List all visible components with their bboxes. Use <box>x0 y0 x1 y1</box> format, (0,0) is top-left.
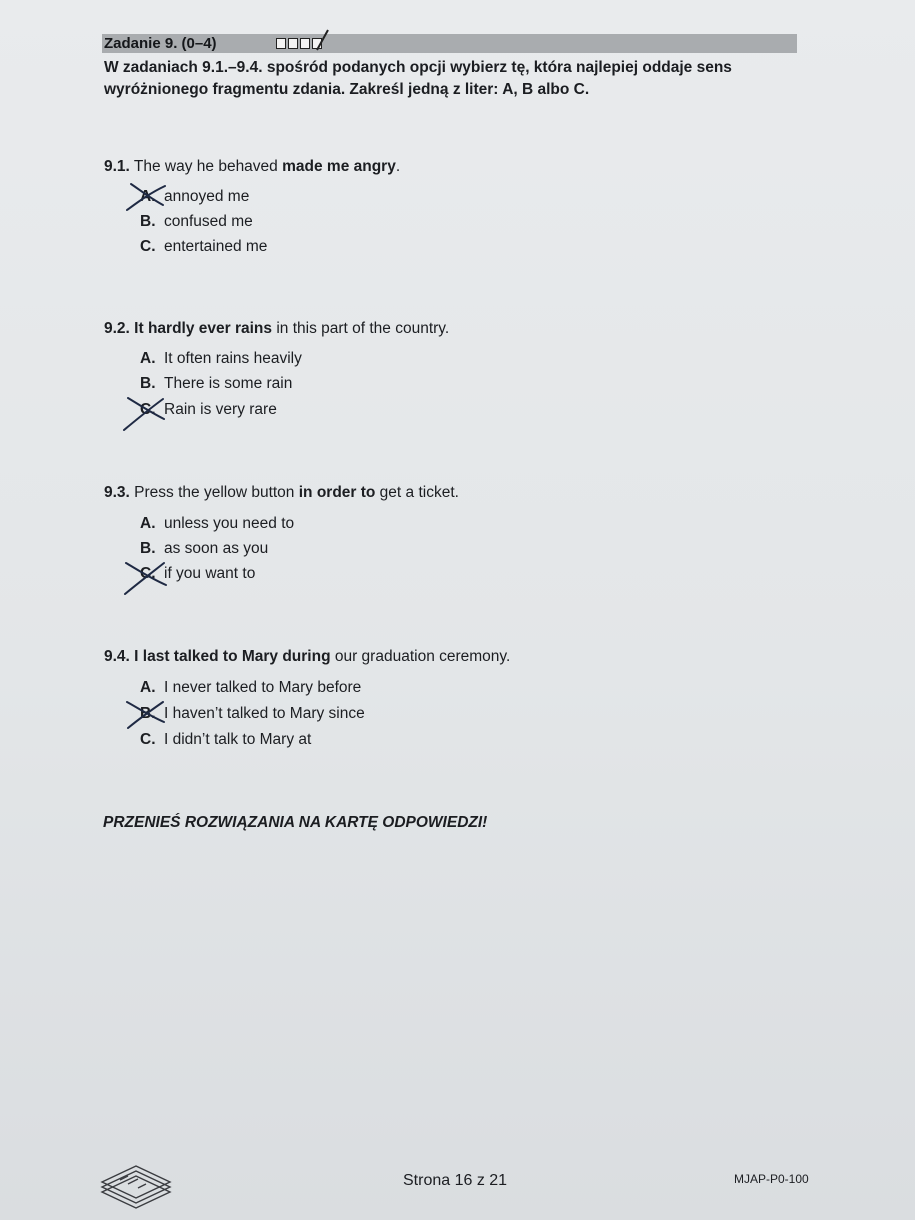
question-number: 9.3. <box>104 484 130 501</box>
page-number: Strona 16 z 21 <box>403 1172 508 1189</box>
pen-stroke-icon <box>315 28 331 52</box>
question-9-4 <box>104 647 510 667</box>
option-9-2-c[interactable] <box>140 400 277 420</box>
option-9-2-b[interactable] <box>140 374 292 394</box>
option-text: confused me <box>164 213 253 230</box>
option-letter: A. <box>140 350 156 367</box>
question-text-highlight: made me angry <box>282 158 396 175</box>
question-9-1 <box>104 157 400 177</box>
option-9-4-a[interactable] <box>140 678 361 698</box>
question-number: 9.2. <box>104 320 130 337</box>
option-text: entertained me <box>164 238 268 255</box>
option-letter: A. <box>140 679 156 696</box>
option-letter: C. <box>140 731 156 748</box>
cke-logo-icon <box>98 1158 176 1210</box>
transfer-answers-note: PRZENIEŚ ROZWIĄZANIA NA KARTĘ ODPOWIEDZI! <box>103 814 488 831</box>
instructions <box>104 57 804 101</box>
option-9-4-c[interactable] <box>140 730 311 750</box>
question-text-highlight: in order to <box>298 484 376 501</box>
question-text-pre: The way he behaved <box>133 158 283 175</box>
option-text: I haven’t talked to Mary since <box>164 705 365 722</box>
option-9-1-b[interactable] <box>140 212 253 232</box>
question-number: 9.4. <box>104 648 130 665</box>
option-letter: B. <box>140 705 156 722</box>
option-text: There is some rain <box>164 375 293 392</box>
question-text-pre: Press the yellow button <box>134 484 299 501</box>
option-9-2-a[interactable] <box>140 349 302 369</box>
option-letter: A. <box>140 188 156 205</box>
option-letter: B. <box>140 375 156 392</box>
option-text: unless you need to <box>164 515 295 532</box>
option-9-3-b[interactable] <box>140 539 268 559</box>
question-9-2 <box>104 319 449 339</box>
question-text-post: in this part of the country. <box>272 320 450 337</box>
option-letter: B. <box>140 213 156 230</box>
option-letter: C. <box>140 565 156 582</box>
option-text: annoyed me <box>164 188 250 205</box>
option-text: if you want to <box>164 565 256 582</box>
score-box <box>288 38 298 49</box>
question-text-post: . <box>395 158 401 175</box>
option-text: as soon as you <box>164 540 269 557</box>
score-box <box>276 38 286 49</box>
question-number: 9.1. <box>104 158 130 175</box>
option-text: I never talked to Mary before <box>164 679 362 696</box>
document-code: MJAP-P0-100 <box>734 1172 809 1186</box>
option-9-3-a[interactable] <box>140 514 294 534</box>
option-9-4-b[interactable] <box>140 704 365 724</box>
score-box <box>300 38 310 49</box>
option-text: I didn’t talk to Mary at <box>164 731 312 748</box>
instructions-line-2: wyróżnionego fragmentu zdania. Zakreśl jedną z liter: A, B albo C. <box>104 81 590 98</box>
option-9-1-a[interactable] <box>140 187 249 207</box>
question-text-highlight: It hardly ever rains <box>134 320 273 337</box>
question-text-highlight: I last talked to Mary during <box>134 648 331 665</box>
instructions-line-1: W zadaniach 9.1.–9.4. spośród podanych opcji wybierz tę, która najlepiej oddaje sens <box>104 59 732 76</box>
option-9-1-c[interactable] <box>140 237 267 257</box>
option-letter: C. <box>140 238 156 255</box>
option-text: Rain is very rare <box>164 401 277 418</box>
question-9-3 <box>104 483 459 503</box>
option-letter: B. <box>140 540 156 557</box>
question-text-post: our graduation ceremony. <box>330 648 511 665</box>
option-letter: C. <box>140 401 156 418</box>
question-text-post: get a ticket. <box>375 484 459 501</box>
option-text: It often rains heavily <box>164 350 302 367</box>
task-title: Zadanie 9. (0–4) <box>104 35 217 52</box>
option-9-3-c[interactable] <box>140 564 255 584</box>
option-letter: A. <box>140 515 156 532</box>
